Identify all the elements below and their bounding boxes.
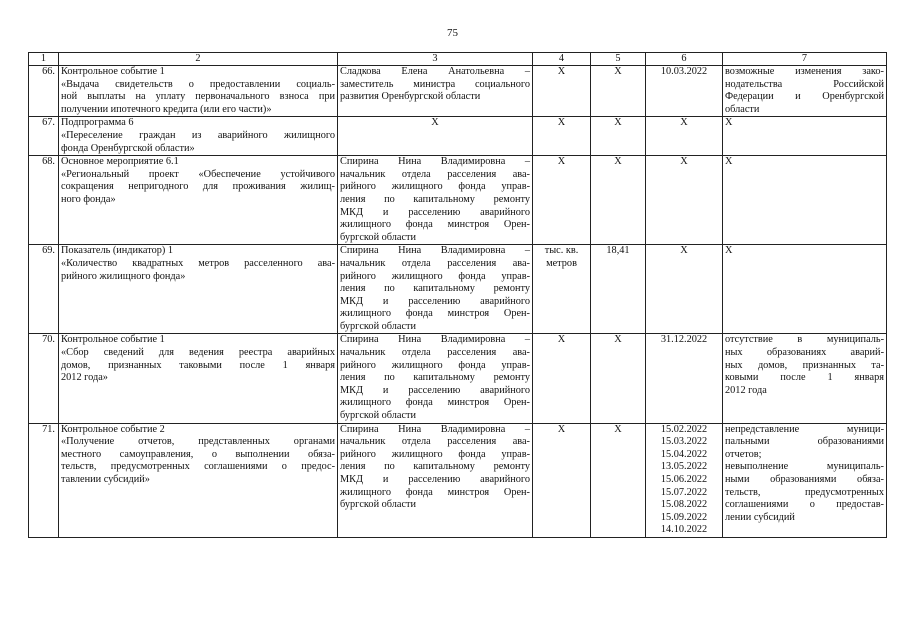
cell-line: Контрольное событие 1	[61, 66, 165, 77]
cell-line: пальными образованиями	[725, 436, 884, 448]
cell-c3	[338, 117, 533, 156]
header-cell-3: 3	[338, 53, 533, 66]
header-cell-5: 5	[591, 53, 646, 66]
cell-c6	[646, 245, 723, 334]
cell-c6	[646, 334, 723, 423]
cell-line: «Получение отчетов, представленных органами	[61, 436, 335, 448]
cell-c3	[338, 156, 533, 245]
cell-line: сокращения непригодного для проживания жилищ-	[61, 181, 335, 193]
cell-line: рийного жилищного фонда управ-	[340, 270, 530, 282]
cell-line: невыполнение муниципаль-	[725, 461, 884, 473]
cell-line: МКД и расселению аварийного	[340, 474, 530, 485]
cell-line: тельств, предусмотренных	[725, 486, 884, 498]
cell-line: жилищного фонда минстроя Орен-	[340, 308, 530, 320]
cell-line: возможные изменения зако-	[725, 66, 884, 77]
cell-line: бургской области	[340, 231, 417, 243]
cell-c7	[723, 423, 887, 537]
cell-line: метров	[546, 257, 577, 269]
cell-c7	[723, 117, 887, 156]
cell-line: Х	[557, 423, 566, 435]
cell-line: ления по капитальному ремонту	[340, 193, 530, 205]
cell-line: непредставление муници-	[725, 423, 884, 435]
cell-line: Х	[557, 117, 566, 129]
cell-line: Спирина Нина Владимировна –	[340, 423, 530, 435]
cell-c7	[723, 245, 887, 334]
cell-c4	[533, 334, 591, 423]
cell-line: бургской области	[340, 320, 417, 332]
cell-line: тавлении субсидий»	[61, 474, 150, 485]
cell-line: «Количество квадратных метров расселенного ава-	[61, 257, 335, 269]
header-cell-6: 6	[646, 53, 723, 66]
cell-c2	[59, 245, 338, 334]
cell-line: рийного жилищного фонда управ-	[340, 359, 530, 371]
cell-c4	[533, 117, 591, 156]
table-row	[29, 156, 887, 245]
cell-line: бургской области	[340, 410, 417, 422]
cell-line: развития Оренбургской области	[340, 91, 481, 103]
header-cell-7: 7	[723, 53, 887, 66]
cell-line: ления по капитальному ремонту	[340, 461, 530, 473]
cell-line: «Переселение граждан из аварийного жилищного	[61, 129, 335, 141]
cell-line: домов, признанных таковыми после 1 января	[61, 359, 335, 371]
cell-line: ковыми после 1 января	[725, 372, 884, 384]
cell-c4	[533, 245, 591, 334]
cell-c2	[59, 156, 338, 245]
cell-line: ления по капитальному ремонту	[340, 372, 530, 384]
cell-c2	[59, 334, 338, 423]
table-row	[29, 334, 887, 423]
cell-line: Х	[614, 117, 622, 129]
plan-table	[28, 52, 887, 538]
cell-c5	[591, 423, 646, 537]
cell-c5	[591, 117, 646, 156]
cell-line: Спирина Нина Владимировна –	[340, 245, 530, 257]
cell-line: бургской области	[340, 499, 417, 511]
cell-line: Контрольное событие 2	[61, 423, 165, 435]
row-number: 66.	[29, 66, 59, 117]
row-number: 69.	[29, 245, 59, 334]
cell-line: 10.03.2022	[660, 66, 708, 77]
table-row	[29, 423, 887, 537]
cell-line: 15.06.2022	[660, 474, 708, 485]
cell-line: Х	[725, 156, 733, 168]
cell-line: местного самоуправления, о выполнении обяза-	[61, 448, 335, 460]
cell-c4	[533, 423, 591, 537]
row-number: 68.	[29, 156, 59, 245]
cell-line: Х	[614, 334, 622, 346]
page-number: 75	[447, 27, 458, 39]
cell-line: Контрольное событие 1	[61, 334, 165, 346]
table-row	[29, 245, 887, 334]
cell-c6	[646, 156, 723, 245]
row-number: 70.	[29, 334, 59, 423]
cell-c4	[533, 156, 591, 245]
cell-line: «Сбор сведений для ведения реестра аварийных	[61, 347, 335, 359]
cell-line: жилищного фонда минстроя Орен-	[340, 486, 530, 498]
cell-c5	[591, 156, 646, 245]
cell-line: тыс. кв.	[544, 245, 579, 257]
cell-c4	[533, 66, 591, 117]
cell-line: области	[725, 103, 760, 115]
cell-line: отчетов;	[725, 448, 762, 460]
cell-c5	[591, 66, 646, 117]
cell-line: лении субсидий	[725, 511, 795, 523]
cell-line: 15.09.2022	[660, 511, 708, 523]
cell-line: начальник отдела расселения ава-	[340, 347, 530, 359]
cell-line: тельств, предусмотренных соглашениями о предос-	[61, 461, 335, 473]
cell-line: ной выплаты на уплату первоначального взноса при	[61, 91, 335, 103]
cell-c5	[591, 334, 646, 423]
cell-line: Федерации и Оренбургской	[725, 91, 884, 103]
cell-line: Х	[557, 66, 566, 77]
cell-c7	[723, 156, 887, 245]
cell-c5	[591, 245, 646, 334]
cell-line: ных домов, признанных та-	[725, 359, 884, 371]
cell-line: нодательства Российской	[725, 78, 884, 90]
cell-line: Х	[725, 117, 733, 129]
cell-line: Спирина Нина Владимировна –	[340, 334, 530, 346]
header-row	[29, 53, 887, 66]
cell-line: 15.07.2022	[660, 486, 708, 498]
cell-line: фонда Оренбургской области»	[61, 142, 195, 154]
cell-c6	[646, 423, 723, 537]
cell-line: 2012 года	[725, 384, 767, 396]
cell-line: 15.04.2022	[660, 448, 708, 460]
cell-line: Основное мероприятие 6.1	[61, 156, 179, 168]
cell-line: рийного жилищного фонда управ-	[340, 181, 530, 193]
cell-c2	[59, 117, 338, 156]
cell-line: Х	[614, 156, 622, 168]
cell-line: ными образованиями обяза-	[725, 474, 884, 485]
cell-line: рийного жилищного фонда»	[61, 270, 186, 282]
header-cell-1: 1	[29, 53, 59, 66]
cell-line: 15.03.2022	[660, 436, 708, 448]
cell-line: Х	[557, 334, 566, 346]
cell-line: жилищного фонда минстроя Орен-	[340, 219, 530, 231]
cell-c7	[723, 334, 887, 423]
cell-line: начальник отдела расселения ава-	[340, 436, 530, 448]
cell-line: Х	[680, 245, 688, 257]
cell-line: МКД и расселению аварийного	[340, 384, 530, 396]
cell-line: Подпрограмма 6	[61, 117, 134, 129]
table-row	[29, 66, 887, 117]
cell-line: начальник отдела расселения ава-	[340, 257, 530, 269]
cell-line: Сладкова Елена Анатольевна –	[340, 66, 530, 77]
cell-line: Показатель (индикатор) 1	[61, 245, 174, 257]
cell-line: 2012 года»	[61, 372, 108, 384]
cell-line: 15.02.2022	[660, 423, 708, 435]
cell-line: Х	[431, 117, 439, 129]
cell-line: рийного жилищного фонда управ-	[340, 448, 530, 460]
cell-line: Х	[557, 156, 566, 168]
cell-line: «Региональный проект «Обеспечение устойчивого	[61, 168, 335, 180]
cell-line: Х	[614, 423, 622, 435]
cell-line: 31.12.2022	[660, 334, 708, 346]
cell-c6	[646, 66, 723, 117]
cell-line: заместитель министра социального	[340, 78, 530, 90]
cell-line: МКД и расселению аварийного	[340, 295, 530, 307]
cell-line: Х	[725, 245, 733, 257]
cell-line: жилищного фонда минстроя Орен-	[340, 397, 530, 409]
table-row	[29, 117, 887, 156]
row-number: 71.	[29, 423, 59, 537]
cell-c7	[723, 66, 887, 117]
cell-c3	[338, 245, 533, 334]
cell-c3	[338, 423, 533, 537]
cell-line: Х	[680, 117, 688, 129]
cell-line: Х	[614, 66, 622, 77]
cell-line: ного фонда»	[61, 193, 116, 205]
cell-line: ления по капитальному ремонту	[340, 283, 530, 295]
cell-line: 18,41	[606, 245, 630, 257]
cell-line: 14.10.2022	[660, 524, 708, 536]
cell-line: 15.08.2022	[660, 499, 708, 511]
cell-line: «Выдача свидетельств о предоставлении социаль-	[61, 78, 335, 90]
cell-line: Спирина Нина Владимировна –	[340, 156, 530, 168]
cell-line: начальник отдела расселения ава-	[340, 168, 530, 180]
cell-c2	[59, 66, 338, 117]
cell-c3	[338, 66, 533, 117]
cell-c6	[646, 117, 723, 156]
header-cell-4: 4	[533, 53, 591, 66]
cell-line: ных образованиях аварий-	[725, 347, 884, 359]
cell-line: отсутствие в муниципаль-	[725, 334, 884, 346]
cell-line: Х	[680, 156, 688, 168]
cell-line: соглашениями о предостав-	[725, 499, 884, 511]
row-number: 67.	[29, 117, 59, 156]
cell-line: 13.05.2022	[660, 461, 708, 473]
cell-c2	[59, 423, 338, 537]
cell-line: МКД и расселению аварийного	[340, 206, 530, 218]
header-cell-2: 2	[59, 53, 338, 66]
cell-c3	[338, 334, 533, 423]
cell-line: получении ипотечного кредита (или его части)»	[61, 103, 272, 115]
